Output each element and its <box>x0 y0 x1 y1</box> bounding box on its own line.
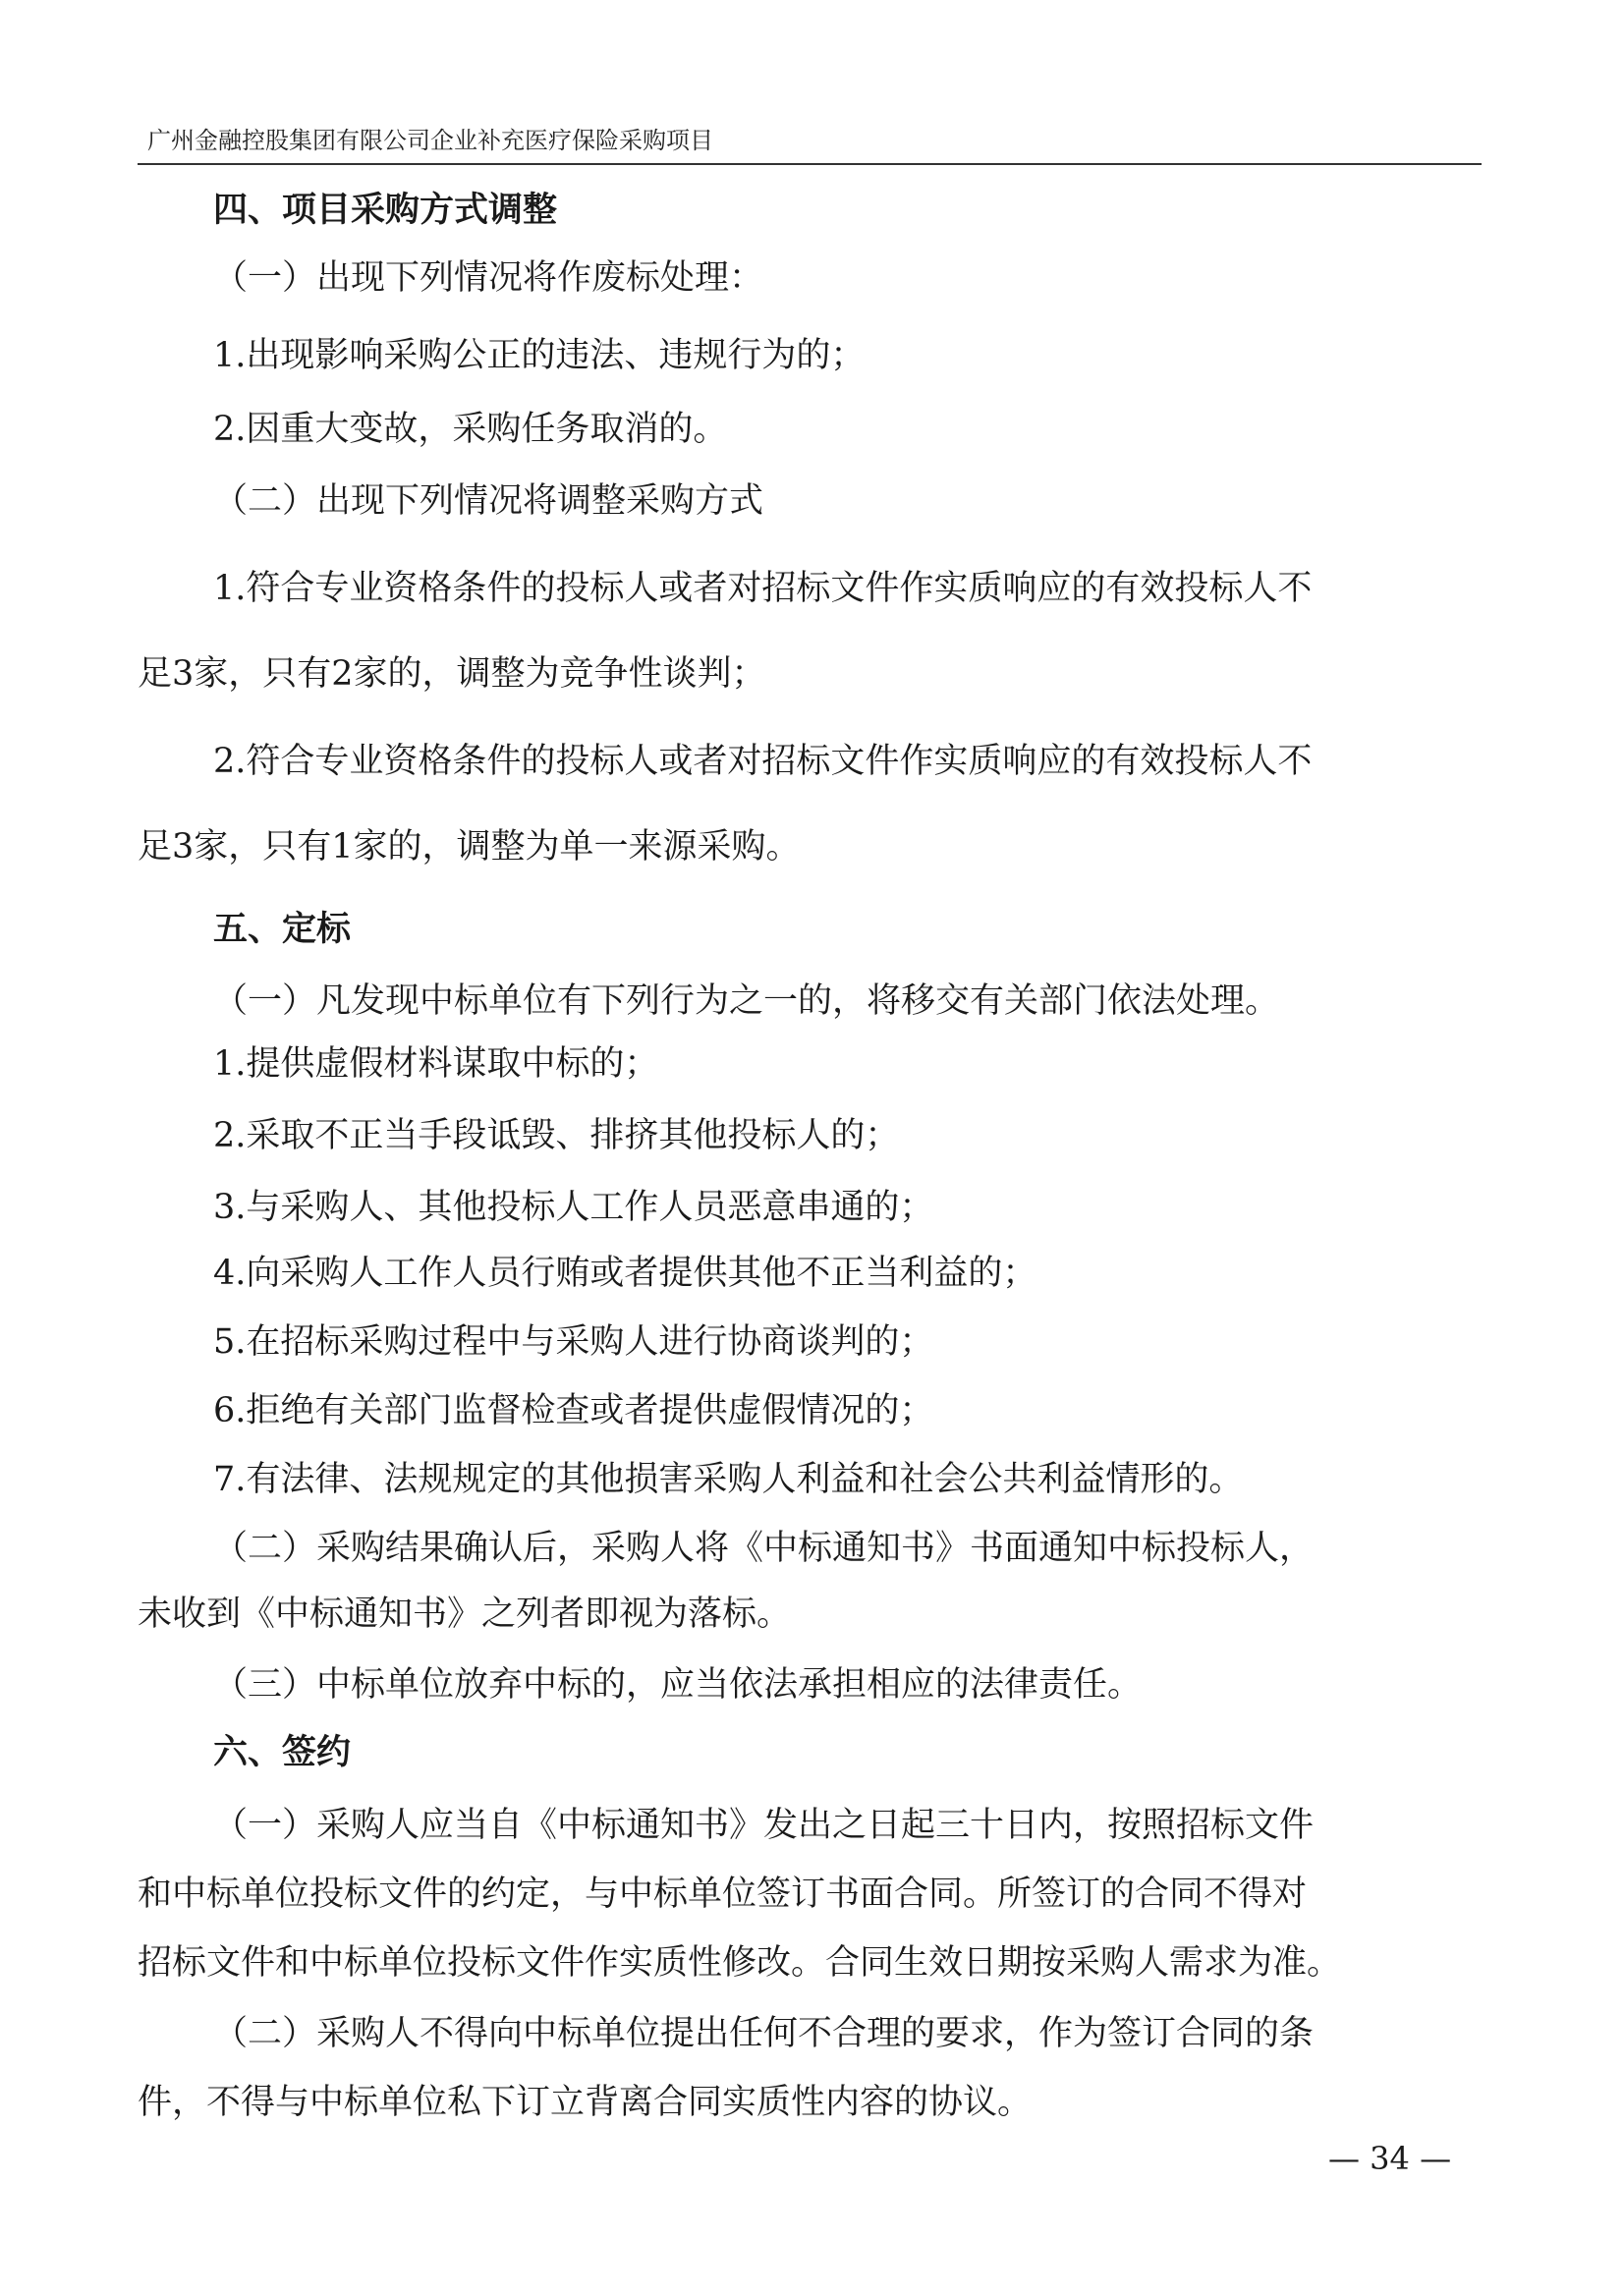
document-header: 广州金融控股集团有限公司企业补充医疗保险采购项目 <box>147 127 713 154</box>
paragraph-continuation: 足3家，只有2家的，调整为竞争性谈判； <box>138 654 766 694</box>
paragraph-continuation: 未收到《中标通知书》之列者即视为落标。 <box>138 1595 792 1634</box>
paragraph: （一）凡发现中标单位有下列行为之一的，将移交有关部门依法处理。 <box>213 981 1280 1021</box>
paragraph: 2.因重大变故，采购任务取消的。 <box>213 410 728 449</box>
section-heading-5: 五、定标 <box>213 910 352 949</box>
paragraph: （一）采购人应当自《中标通知书》发出之日起三十日内，按照招标文件 <box>213 1806 1315 1845</box>
paragraph: 2.符合专业资格条件的投标人或者对招标文件作实质响应的有效投标人不 <box>213 742 1313 781</box>
paragraph: （二）采购结果确认后，采购人将《中标通知书》书面通知中标投标人， <box>213 1529 1315 1568</box>
paragraph: （二）采购人不得向中标单位提出任何不合理的要求，作为签订合同的条 <box>213 2014 1315 2053</box>
paragraph: 1.符合专业资格条件的投标人或者对招标文件作实质响应的有效投标人不 <box>213 569 1313 608</box>
list-item: 3.与采购人、其他投标人工作人员恶意串通的； <box>213 1188 934 1227</box>
paragraph-continuation: 和中标单位投标文件的约定，与中标单位签订书面合同。所签订的合同不得对 <box>138 1875 1308 1914</box>
page-number: — 34 — <box>1328 2140 1452 2177</box>
section-heading-4: 四、项目采购方式调整 <box>213 191 558 230</box>
section-heading-6: 六、签约 <box>213 1733 352 1772</box>
paragraph: （三）中标单位放弃中标的，应当依法承担相应的法律责任。 <box>213 1665 1143 1705</box>
list-item: 1.提供虚假材料谋取中标的； <box>213 1044 659 1084</box>
list-item: 7.有法律、法规规定的其他损害采购人利益和社会公共利益情形的。 <box>213 1460 1244 1499</box>
paragraph: 1.出现影响采购公正的违法、违规行为的； <box>213 336 866 375</box>
paragraph: （一）出现下列情况将作废标处理： <box>213 258 764 298</box>
list-item: 5.在招标采购过程中与采购人进行协商谈判的； <box>213 1322 934 1362</box>
list-item: 6.拒绝有关部门监督检查或者提供虚假情况的； <box>213 1391 934 1430</box>
list-item: 4.向采购人工作人员行贿或者提供其他不正当利益的； <box>213 1254 1037 1293</box>
list-item: 2.采取不正当手段诋毁、排挤其他投标人的； <box>213 1116 900 1155</box>
paragraph-continuation: 招标文件和中标单位投标文件作实质性修改。合同生效日期按采购人需求为准。 <box>138 1943 1342 1983</box>
paragraph: （二）出现下列情况将调整采购方式 <box>213 481 764 521</box>
paragraph-continuation: 足3家，只有1家的，调整为单一来源采购。 <box>138 827 801 867</box>
header-rule <box>138 163 1482 165</box>
paragraph-continuation: 件，不得与中标单位私下订立背离合同实质性内容的协议。 <box>138 2083 1033 2122</box>
